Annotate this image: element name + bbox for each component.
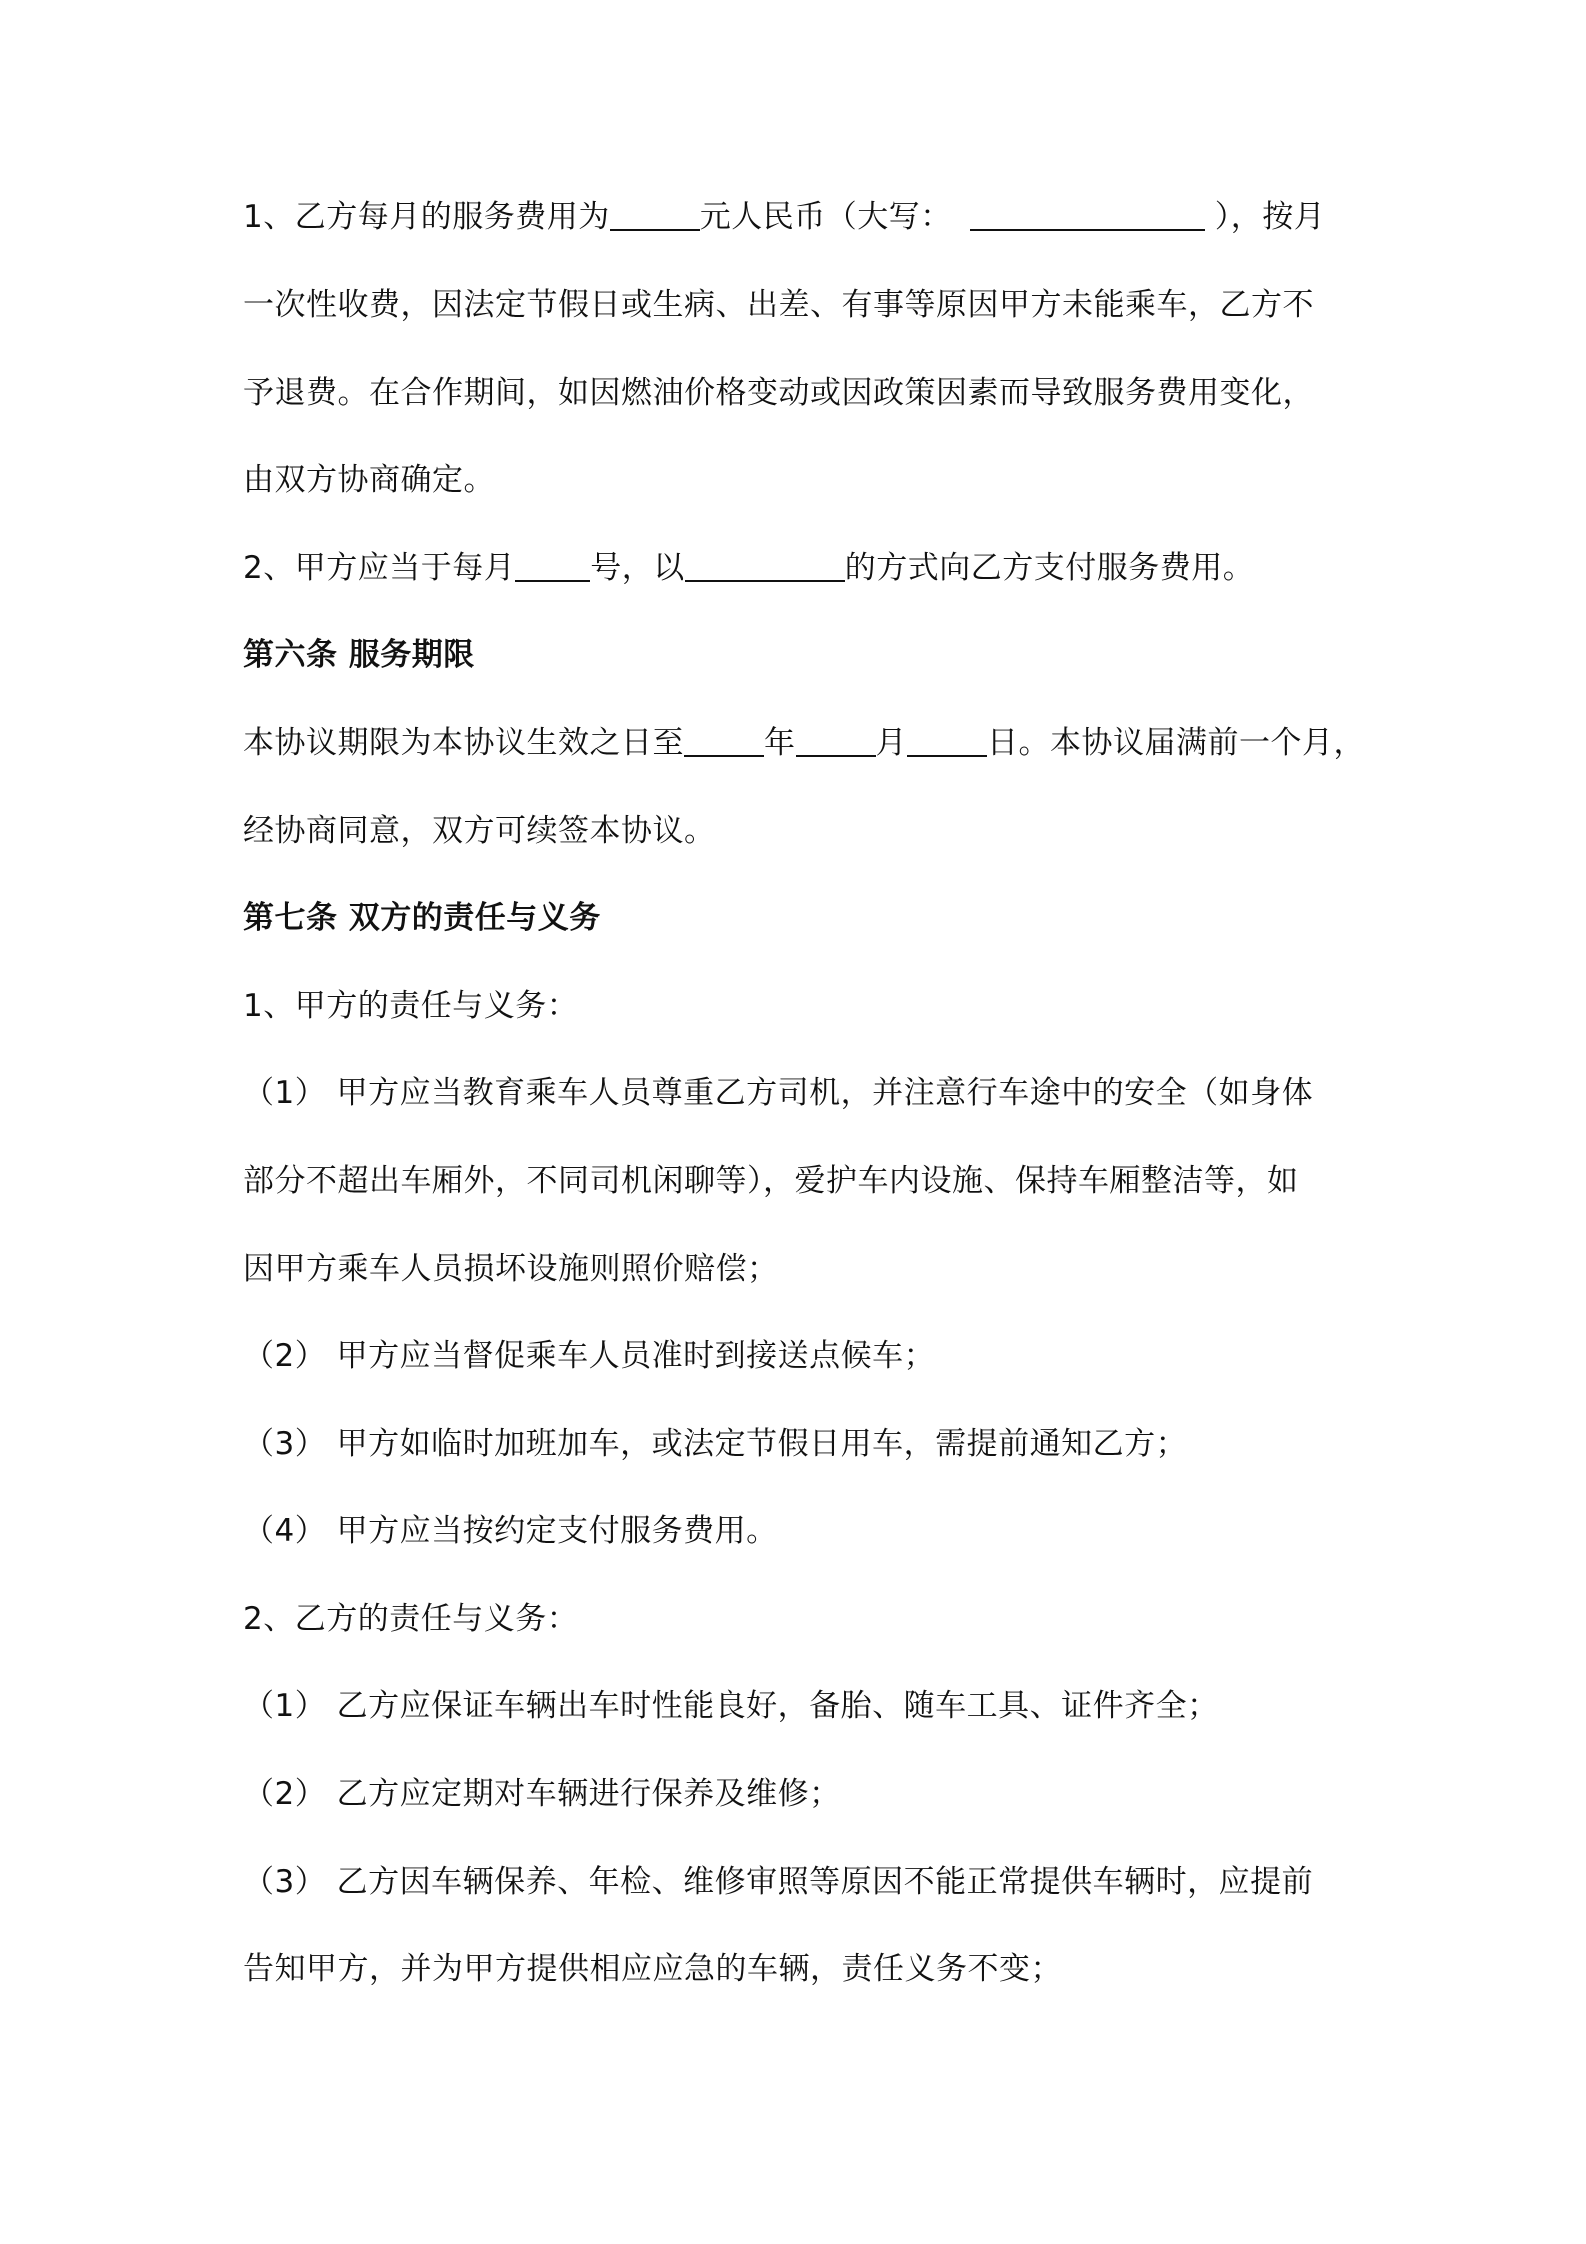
partyA-item-line: （2） 甲方应当督促乘车人员准时到接送点候车； — [243, 1338, 936, 1374]
end-day-blank — [907, 725, 987, 757]
end-month-blank — [796, 725, 876, 757]
fee-uppercase-blank — [970, 199, 1205, 231]
clause5-item1-line1 — [243, 197, 1325, 237]
end-year-blank — [684, 725, 764, 757]
payment-day-blank — [515, 550, 590, 582]
partyA-item-line: （1） 甲方应当教育乘车人员尊重乙方司机，并注意行车途中的安全（如身体 — [243, 1075, 1314, 1111]
clause5-item1-line3: 予退费。在合作期间，如因燃油价格变动或因政策因素而导致服务费用变化， — [243, 375, 1314, 411]
partyA-item-line: 因甲方乘车人员损坏设施则照价赔偿； — [243, 1251, 779, 1287]
partyB-item-line: （1） 乙方应保证车辆出车时性能良好，备胎、随车工具、证件齐全； — [243, 1688, 1219, 1724]
clause6-heading: 第六条 服务期限 — [243, 637, 475, 673]
text-segment: 日。本协议届满前一个月， — [987, 725, 1365, 761]
text-segment: 元人民币（大写： — [699, 199, 952, 235]
partyA-item-line: 部分不超出车厢外，不同司机闲聊等），爱护车内设施、保持车厢整洁等，如 — [243, 1163, 1299, 1199]
text-segment: 年 — [764, 725, 796, 761]
partyB-item-line: （2） 乙方应定期对车辆进行保养及维修； — [243, 1776, 841, 1812]
text-segment: 月 — [875, 725, 907, 761]
partyA-title: 1、甲方的责任与义务： — [243, 988, 579, 1024]
partyB-title: 2、乙方的责任与义务： — [243, 1601, 579, 1637]
partyB-item-line: （3） 乙方因车辆保养、年检、维修审照等原因不能正常提供车辆时，应提前 — [243, 1864, 1314, 1900]
clause5-item1-line2: 一次性收费，因法定节假日或生病、出差、有事等原因甲方未能乘车，乙方不 — [243, 287, 1314, 323]
clause6-line1 — [243, 723, 1365, 763]
payment-method-blank — [685, 550, 845, 582]
clause7-heading: 第七条 双方的责任与义务 — [243, 900, 601, 936]
text-segment: ），按月 — [1214, 199, 1326, 235]
clause5-item2-line — [243, 548, 1254, 588]
text-segment: 的方式向乙方支付服务费用。 — [844, 550, 1255, 586]
clause6-line2: 经协商同意，双方可续签本协议。 — [243, 813, 716, 849]
partyA-item-line: （4） 甲方应当按约定支付服务费用。 — [243, 1513, 778, 1549]
text-segment: 本协议期限为本协议生效之日至 — [243, 725, 684, 761]
text-segment: 1、乙方每月的服务费用为 — [243, 199, 610, 235]
text-segment: 号，以 — [590, 550, 685, 586]
text-segment: 2、甲方应当于每月 — [243, 550, 516, 586]
clause5-item1-line4: 由双方协商确定。 — [243, 462, 495, 498]
partyB-item-line: 告知甲方，并为甲方提供相应应急的车辆，责任义务不变； — [243, 1951, 1062, 1987]
partyA-item-line: （3） 甲方如临时加班加车，或法定节假日用车，需提前通知乙方； — [243, 1426, 1188, 1462]
fee-amount-blank — [610, 199, 700, 231]
